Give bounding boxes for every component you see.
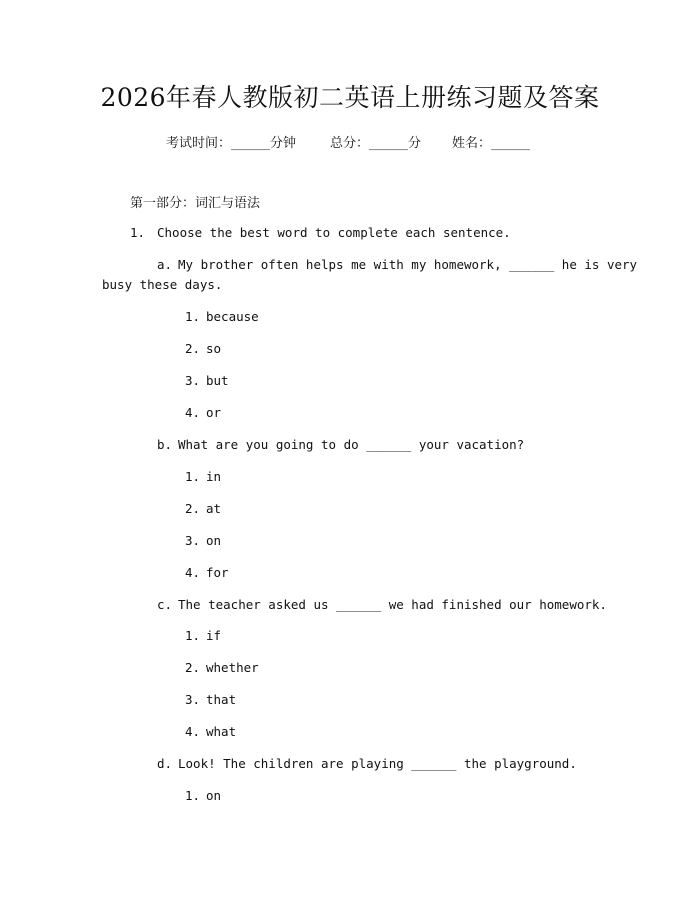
exam-score: 总分：______分 bbox=[330, 136, 422, 151]
option-number: 4. bbox=[185, 724, 201, 739]
exam-time: 考试时间：______分钟 bbox=[166, 136, 297, 151]
option-number: 1. bbox=[185, 309, 201, 324]
option-number: 1. bbox=[185, 788, 201, 803]
option-number: 3. bbox=[185, 533, 201, 548]
question-number: 1. bbox=[130, 225, 146, 240]
option-text: at bbox=[206, 501, 222, 516]
item-label: c. bbox=[157, 597, 173, 612]
option-number: 3. bbox=[185, 692, 201, 707]
option-text: but bbox=[206, 373, 229, 388]
option-text: whether bbox=[206, 660, 259, 675]
option-text: on bbox=[206, 533, 222, 548]
item-text: What are you going to do ______ your vacation? bbox=[178, 437, 525, 452]
item-label: b. bbox=[157, 437, 173, 452]
section-title: 第一部分：词汇与语法 bbox=[130, 196, 261, 211]
option-text: if bbox=[206, 628, 222, 643]
option-number: 4. bbox=[185, 405, 201, 420]
student-name: 姓名：______ bbox=[452, 136, 531, 151]
question-prompt: Choose the best word to complete each sentence. bbox=[157, 225, 511, 240]
option-number: 1. bbox=[185, 469, 201, 484]
item-text: The teacher asked us ______ we had finished our homework. bbox=[178, 597, 607, 612]
item-text-continued: busy these days. bbox=[102, 277, 223, 292]
item-text: My brother often helps me with my homework, ______ he is very bbox=[178, 257, 638, 272]
item-label: a. bbox=[157, 257, 173, 272]
item-label: d. bbox=[157, 756, 173, 771]
option-number: 2. bbox=[185, 341, 201, 356]
option-text: or bbox=[206, 405, 222, 420]
page-title: 2026年春人教版初二英语上册练习题及答案 bbox=[100, 83, 600, 112]
option-text: for bbox=[206, 565, 229, 580]
option-number: 3. bbox=[185, 373, 201, 388]
option-text: what bbox=[206, 724, 237, 739]
option-text: in bbox=[206, 469, 222, 484]
option-number: 2. bbox=[185, 501, 201, 516]
option-number: 4. bbox=[185, 565, 201, 580]
option-number: 2. bbox=[185, 660, 201, 675]
option-text: so bbox=[206, 341, 222, 356]
item-text: Look! The children are playing ______ the playground. bbox=[178, 756, 577, 771]
option-number: 1. bbox=[185, 628, 201, 643]
option-text: because bbox=[206, 309, 259, 324]
option-text: on bbox=[206, 788, 222, 803]
option-text: that bbox=[206, 692, 237, 707]
